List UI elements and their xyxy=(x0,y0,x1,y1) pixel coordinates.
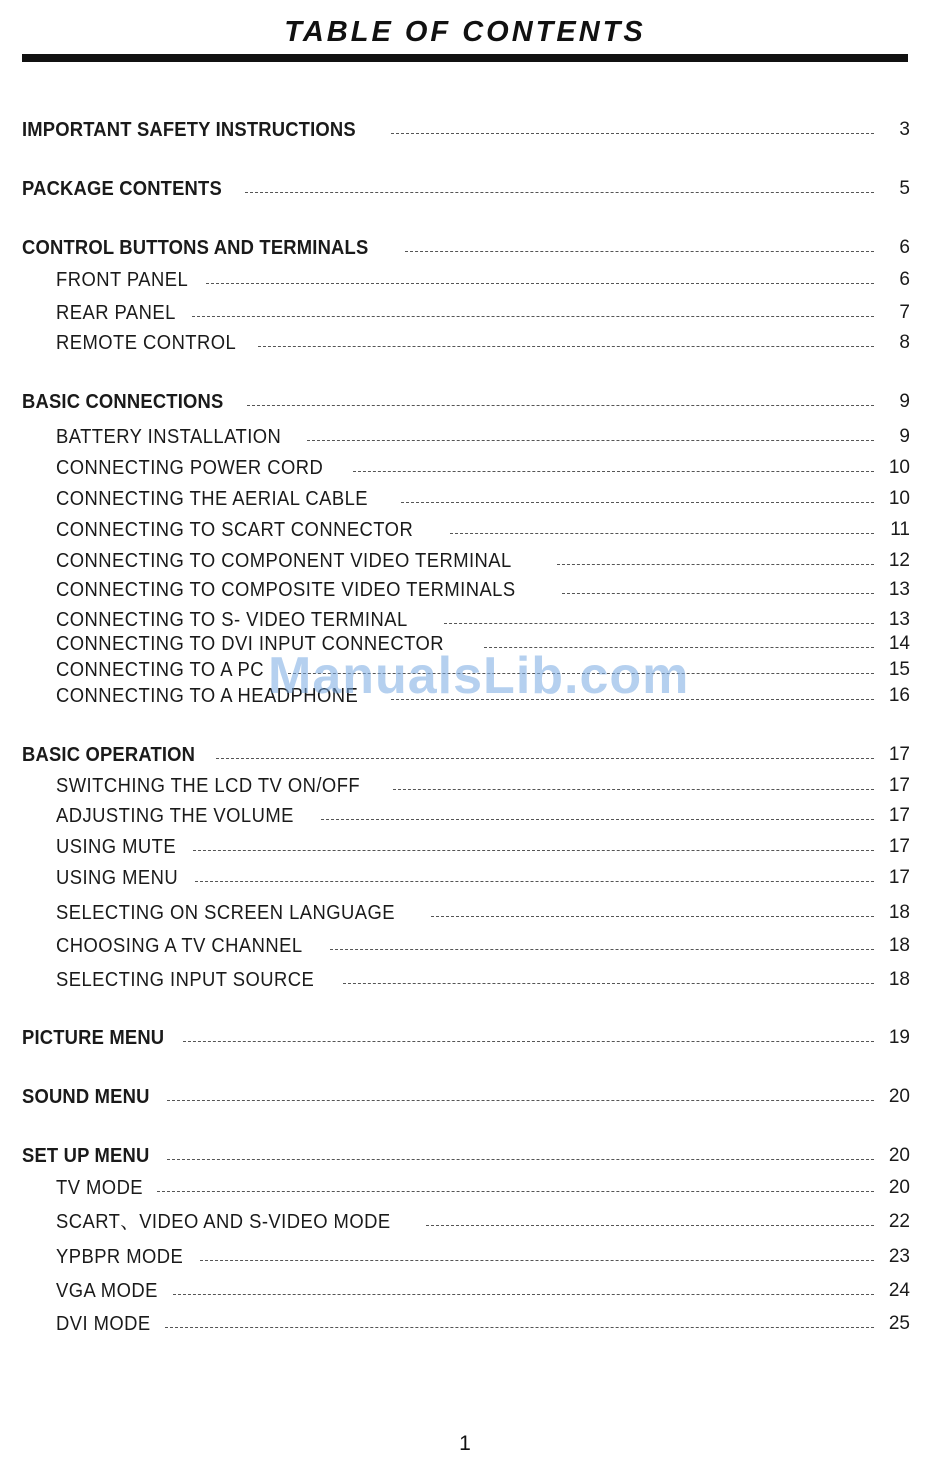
toc-entry-page: 9 xyxy=(899,391,910,412)
toc-entry-label: CONNECTING TO COMPONENT VIDEO TERMINAL xyxy=(56,550,512,572)
toc-entry-page: 10 xyxy=(888,457,910,478)
toc-entry-page: 17 xyxy=(888,867,910,888)
toc-entry-page: 10 xyxy=(888,488,910,509)
toc-leader-dots xyxy=(330,949,874,950)
toc-entry-label: CONNECTING TO A PC xyxy=(56,659,265,681)
toc-leader-dots xyxy=(343,983,874,984)
toc-leader-dots xyxy=(183,1041,874,1042)
toc-entry xyxy=(56,831,910,859)
toc-entry-label: TV MODE xyxy=(56,1177,144,1199)
toc-leader-dots xyxy=(195,881,874,882)
toc-entry xyxy=(56,264,910,292)
toc-entry-label: CHOOSING A TV CHANNEL xyxy=(56,935,303,957)
toc-entry xyxy=(56,514,910,542)
toc-entry-page: 18 xyxy=(888,902,910,923)
toc-leader-dots xyxy=(165,1327,874,1328)
toc-entry-page: 17 xyxy=(888,805,910,826)
watermark: ManualsLib.com xyxy=(268,647,690,705)
toc-entry xyxy=(22,1140,910,1168)
toc-leader-dots xyxy=(200,1260,874,1261)
toc-entry-page: 20 xyxy=(888,1145,910,1166)
toc-leader-dots xyxy=(167,1100,874,1101)
toc-entry-label: PICTURE MENU xyxy=(22,1027,165,1049)
toc-entry-page: 6 xyxy=(899,237,910,258)
toc-leader-dots xyxy=(206,283,874,284)
toc-leader-dots xyxy=(173,1294,874,1295)
toc-entry-page: 17 xyxy=(888,836,910,857)
toc-entry xyxy=(56,862,910,890)
page-title: TABLE OF CONTENTS xyxy=(284,16,646,48)
toc-entry-label: BASIC CONNECTIONS xyxy=(22,391,224,413)
toc-entry-page: 12 xyxy=(888,550,910,571)
toc-entry-page: 7 xyxy=(899,302,910,323)
toc-entry-page: 15 xyxy=(888,659,910,680)
toc-leader-dots xyxy=(405,251,874,252)
toc-entry-page: 22 xyxy=(888,1211,910,1232)
toc-entry-page: 18 xyxy=(888,969,910,990)
toc-entry-page: 17 xyxy=(888,775,910,796)
toc-leader-dots xyxy=(393,789,874,790)
toc-entry-label: CONNECTING POWER CORD xyxy=(56,457,324,479)
toc-leader-dots xyxy=(288,673,874,674)
toc-entry xyxy=(56,574,910,602)
toc-leader-dots xyxy=(307,440,874,441)
toc-leader-dots xyxy=(193,850,874,851)
toc-leader-dots xyxy=(321,819,874,820)
toc-entry xyxy=(56,930,910,958)
toc-leader-dots xyxy=(431,916,874,917)
toc-entry-label: CONNECTING TO A HEADPHONE xyxy=(56,685,359,707)
toc-entry xyxy=(22,1081,910,1109)
toc-entry-page: 20 xyxy=(888,1177,910,1198)
toc-leader-dots xyxy=(258,346,874,347)
toc-entry-label: CONNECTING THE AERIAL CABLE xyxy=(56,488,369,510)
toc-entry-label: SOUND MENU xyxy=(22,1086,150,1108)
toc-entry xyxy=(56,1172,910,1200)
toc-entry xyxy=(56,1308,910,1336)
toc-leader-dots xyxy=(192,316,874,317)
toc-entry xyxy=(22,1022,910,1050)
toc-entry xyxy=(56,964,910,992)
toc-entry-label: SWITCHING THE LCD TV ON/OFF xyxy=(56,775,361,797)
toc-entry-label: CONNECTING TO DVI INPUT CONNECTOR xyxy=(56,633,444,655)
toc-entry xyxy=(56,654,910,682)
toc-entry xyxy=(22,386,910,414)
toc-entry-page: 9 xyxy=(899,426,910,447)
toc-entry xyxy=(56,297,910,325)
toc-leader-dots xyxy=(247,405,874,406)
toc-entry-page: 24 xyxy=(888,1280,910,1301)
toc-entry-label: SELECTING ON SCREEN LANGUAGE xyxy=(56,902,396,924)
toc-entry-label: REMOTE CONTROL xyxy=(56,332,237,354)
title-rule xyxy=(22,54,908,62)
toc-entry-label: BATTERY INSTALLATION xyxy=(56,426,282,448)
toc-entry-page: 3 xyxy=(899,119,910,140)
toc-entry-page: 13 xyxy=(888,609,910,630)
toc-entry-label: USING MUTE xyxy=(56,836,177,858)
toc-entry-page: 17 xyxy=(888,744,910,765)
toc-leader-dots xyxy=(353,471,875,472)
toc-leader-dots xyxy=(391,699,875,700)
toc-entry xyxy=(56,452,910,480)
toc-entry-page: 19 xyxy=(888,1027,910,1048)
toc-entry-page: 13 xyxy=(888,579,910,600)
toc-leader-dots xyxy=(245,192,874,193)
toc-entry-label: REAR PANEL xyxy=(56,302,176,324)
toc-entry-page: 20 xyxy=(888,1086,910,1107)
toc-entry-page: 18 xyxy=(888,935,910,956)
toc-entry xyxy=(22,173,910,201)
toc-entry xyxy=(56,1241,910,1269)
toc-entry-label: IMPORTANT SAFETY INSTRUCTIONS xyxy=(22,119,356,141)
toc-entry-page: 11 xyxy=(890,519,910,540)
toc-entry-label: BASIC OPERATION xyxy=(22,744,196,766)
toc-entry-label: ADJUSTING THE VOLUME xyxy=(56,805,294,827)
toc-entry-label: SCART、VIDEO AND S-VIDEO MODE xyxy=(56,1211,391,1233)
toc-entry-page: 5 xyxy=(899,178,910,199)
toc-entry-page: 14 xyxy=(888,633,910,654)
toc-leader-dots xyxy=(444,623,874,624)
toc-leader-dots xyxy=(562,593,874,594)
toc-entry xyxy=(56,628,910,656)
toc-entry-label: FRONT PANEL xyxy=(56,269,189,291)
toc-entry xyxy=(56,800,910,828)
toc-entry-label: PACKAGE CONTENTS xyxy=(22,178,222,200)
page-number: 1 xyxy=(459,1432,471,1455)
toc-entry-label: USING MENU xyxy=(56,867,179,889)
toc-entry-label: CONNECTING TO COMPOSITE VIDEO TERMINALS xyxy=(56,579,516,601)
toc-entry-label: YPBPR MODE xyxy=(56,1246,184,1268)
toc-entry xyxy=(56,327,910,355)
toc-leader-dots xyxy=(484,647,874,648)
toc-entry xyxy=(56,1275,910,1303)
toc-leader-dots xyxy=(450,533,874,534)
toc-entry-page: 6 xyxy=(899,269,910,290)
toc-entry xyxy=(56,770,910,798)
toc-entry-label: SET UP MENU xyxy=(22,1145,150,1167)
toc-entry xyxy=(56,421,910,449)
toc-leader-dots xyxy=(391,133,874,134)
toc-leader-dots xyxy=(426,1225,874,1226)
toc-entry xyxy=(22,739,910,767)
toc-entry-page: 23 xyxy=(888,1246,910,1267)
toc-entry-page: 8 xyxy=(899,332,910,353)
toc-entry-label: SELECTING INPUT SOURCE xyxy=(56,969,315,991)
toc-entry xyxy=(56,483,910,511)
toc-entry xyxy=(56,545,910,573)
toc-entry-label: VGA MODE xyxy=(56,1280,158,1302)
toc-leader-dots xyxy=(557,564,874,565)
toc-entry xyxy=(22,232,910,260)
toc-entry xyxy=(56,897,910,925)
toc-leader-dots xyxy=(157,1191,874,1192)
toc-leader-dots xyxy=(167,1159,874,1160)
toc-entry-label: DVI MODE xyxy=(56,1313,151,1335)
toc-entry-page: 16 xyxy=(888,685,910,706)
toc-entry-label: CONNECTING TO SCART CONNECTOR xyxy=(56,519,414,541)
toc-entry-label: CONNECTING TO S- VIDEO TERMINAL xyxy=(56,609,408,631)
toc-entry-label: CONTROL BUTTONS AND TERMINALS xyxy=(22,237,369,259)
toc-entry xyxy=(56,680,910,708)
toc-entry xyxy=(22,114,910,142)
toc-leader-dots xyxy=(216,758,874,759)
toc-leader-dots xyxy=(401,502,874,503)
toc-entry xyxy=(56,1206,910,1234)
toc-entry-page: 25 xyxy=(888,1313,910,1334)
